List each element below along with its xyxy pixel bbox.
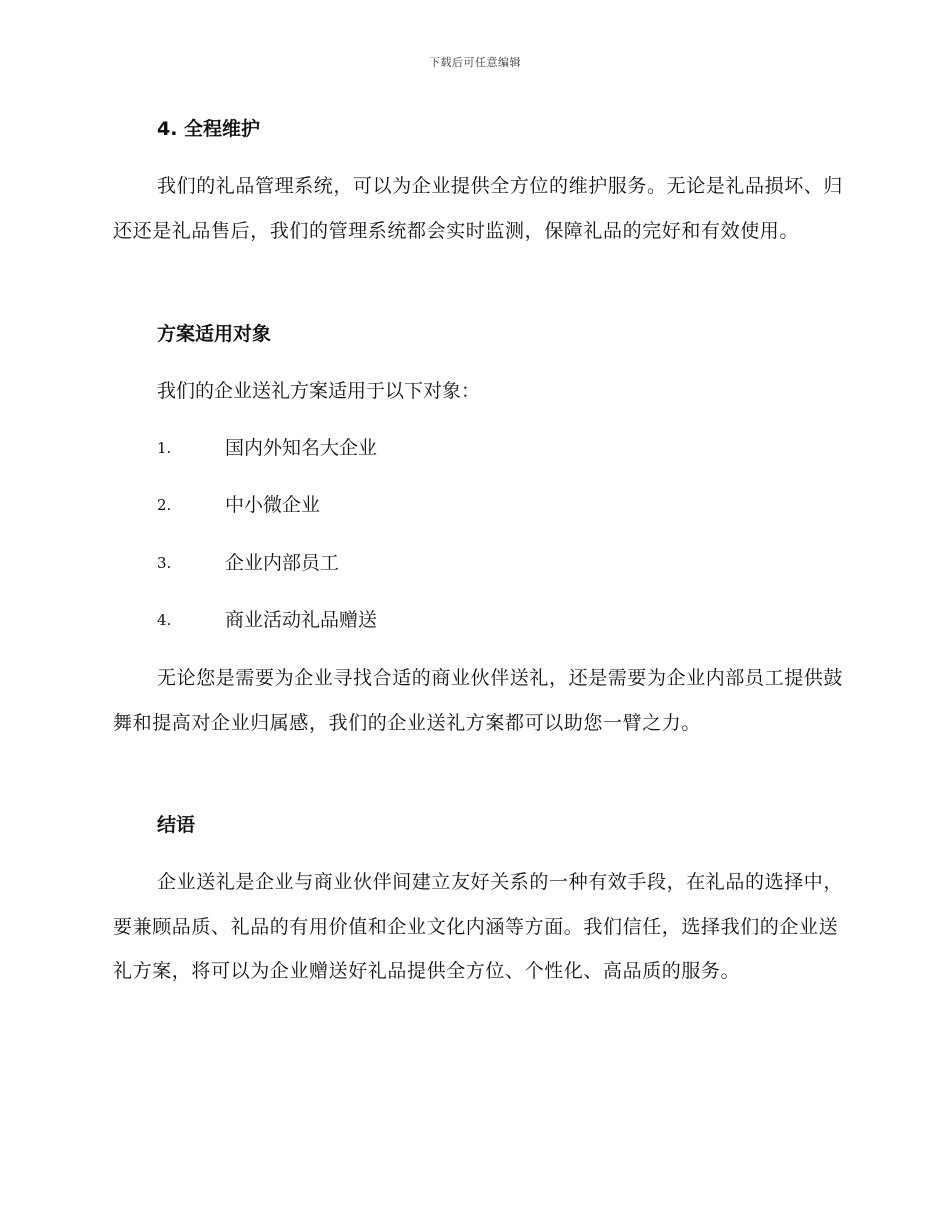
paragraph-maintenance: 我们的礼品管理系统，可以为企业提供全方位的维护服务。无论是礼品损坏、归还还是礼品售后，我们的管理系统都会实时监测，保障礼品的完好和有效使用。 xyxy=(113,175,844,242)
list-item xyxy=(157,549,757,577)
list-item-text: 商业活动礼品赠送 xyxy=(225,609,378,631)
page-header: 下载后可任意编辑 xyxy=(429,56,521,69)
paragraph-audience: 无论您是需要为企业寻找合适的商业伙伴送礼，还是需要为企业内部员工提供鼓舞和提高对企业归属感，我们的企业送礼方案都可以助您一臂之力。 xyxy=(113,667,844,734)
list-item xyxy=(157,606,757,634)
section-heading-conclusion: 结语 xyxy=(157,814,196,836)
list-item-number: 3. xyxy=(157,554,172,572)
list-item-text: 国内外知名大企业 xyxy=(225,437,378,459)
list-item-text: 企业内部员工 xyxy=(225,552,340,574)
audience-intro: 我们的企业送礼方案适用于以下对象： xyxy=(157,380,481,402)
paragraph-conclusion: 企业送礼是企业与商业伙伴间建立友好关系的一种有效手段，在礼品的选择中，要兼顾品质、礼品的有用价值和企业文化内涵等方面。我们信任，选择我们的企业送礼方案，将可以为企业赠送好礼品提供全方位、个性化、高品质的服务。 xyxy=(113,871,844,982)
list-item-number: 4. xyxy=(157,611,172,629)
list-item xyxy=(157,491,757,519)
list-item-text: 中小微企业 xyxy=(225,494,321,516)
list-item xyxy=(157,434,757,462)
section-heading-maintenance: 4. 全程维护 xyxy=(157,118,261,140)
section-heading-audience: 方案适用对象 xyxy=(157,323,272,345)
list-item-number: 1. xyxy=(157,439,172,457)
list-item-number: 2. xyxy=(157,496,172,514)
